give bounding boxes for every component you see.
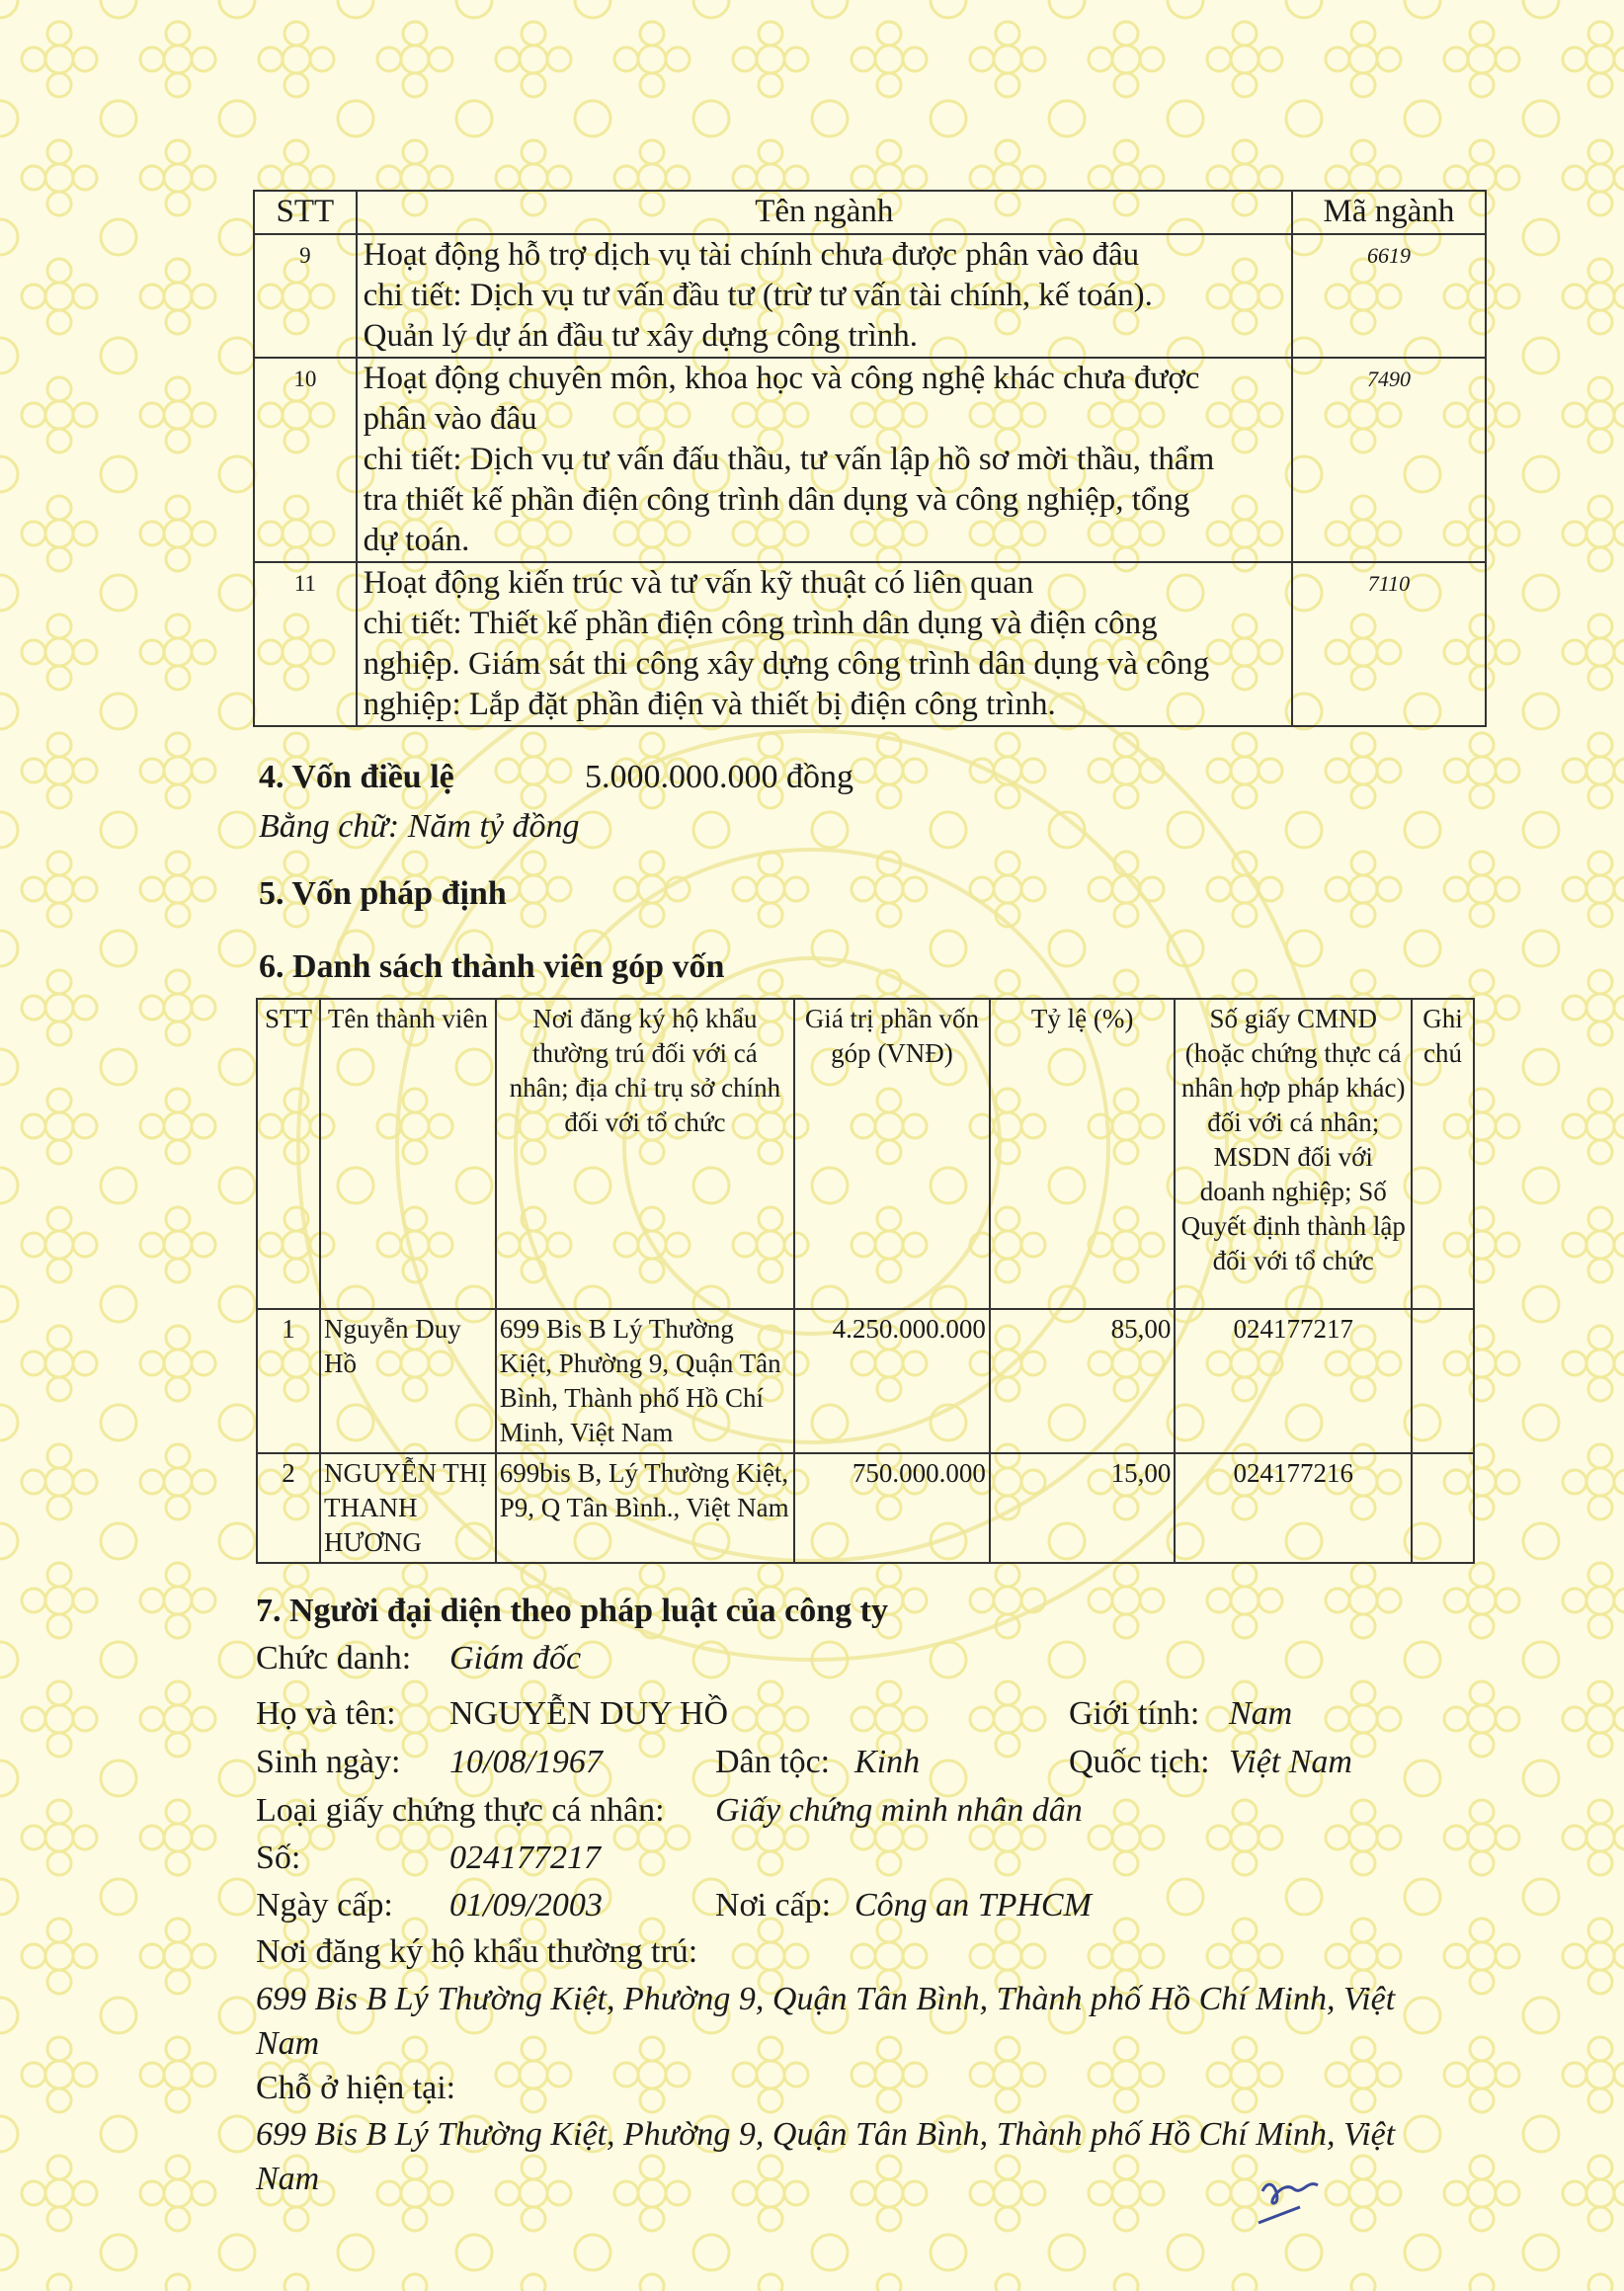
row-stt: 10 <box>254 358 357 562</box>
nationality-value: Việt Nam <box>1229 1744 1352 1780</box>
member-name: Nguyễn Duy Hồ <box>320 1309 496 1453</box>
table-row <box>257 1453 1474 1563</box>
row-stt: 9 <box>254 234 357 358</box>
issue-place-value: Công an TPHCM <box>854 1887 1092 1923</box>
industry-line: Hoạt động kiến trúc và tư vấn kỹ thuật có liên quan <box>363 565 1034 601</box>
row-stt: 11 <box>254 562 357 726</box>
member-capital-value: 750.000.000 <box>794 1453 990 1563</box>
issue-place-label: Nơi cấp: <box>715 1887 832 1923</box>
industry-line: phân vào đâu <box>363 401 537 437</box>
header-industry-code: Mã ngành <box>1292 191 1486 234</box>
header-stt: STT <box>257 999 320 1309</box>
capital-in-words: Bằng chữ: Năm tỷ đồng <box>259 808 580 845</box>
header-note: Ghi chú <box>1412 999 1474 1309</box>
name-value: NGUYỄN DUY HỒ <box>449 1695 729 1732</box>
industry-line: nghiệp: Lắp đặt phần điện và thiết bị điện công trình. <box>363 687 1056 722</box>
current-address-line: Nam <box>256 2161 320 2197</box>
header-member-name: Tên thành viên <box>320 999 496 1309</box>
industry-line: nghiệp. Giám sát thi công xây dựng công trình dân dụng và công <box>363 646 1210 682</box>
member-capital-value: 4.250.000.000 <box>794 1309 990 1453</box>
industry-line: Quản lý dự án đầu tư xây dựng công trình. <box>363 318 919 354</box>
industry-code: 7490 <box>1292 358 1486 562</box>
member-address: 699 Bis B Lý Thường Kiệt, Phường 9, Quận Tân Bình, Thành phố Hồ Chí Minh, Việt Nam <box>496 1309 794 1453</box>
table-row <box>257 1309 1474 1453</box>
dob-value: 10/08/1967 <box>449 1744 603 1780</box>
capital-heading: 4. Vốn điều lệ <box>259 759 454 795</box>
member-ratio: 15,00 <box>990 1453 1176 1563</box>
title-value: Giám đốc <box>449 1640 582 1677</box>
current-address-label: Chỗ ở hiện tại: <box>256 2070 456 2106</box>
member-note <box>1412 1309 1474 1453</box>
permanent-address-label: Nơi đăng ký hộ khẩu thường trú: <box>256 1933 698 1970</box>
industry-line: chi tiết: Dịch vụ tư vấn đấu thầu, tư vấn lập hồ sơ mời thầu, thẩm <box>363 442 1215 477</box>
capital-amount: 5.000.000.000 đồng <box>585 759 853 795</box>
industry-line: Hoạt động chuyên môn, khoa học và công nghệ khác chưa được <box>363 361 1200 396</box>
idno-value: 024177217 <box>449 1840 601 1876</box>
dob-label: Sinh ngày: <box>256 1744 401 1780</box>
industry-line: Hoạt động hỗ trợ dịch vụ tài chính chưa được phân vào đâu <box>363 237 1140 273</box>
permanent-address-line: Nam <box>256 2025 320 2062</box>
industry-line: dự toán. <box>363 523 470 558</box>
member-address: 699bis B, Lý Thường Kiệt, P9, Q Tân Bình., Việt Nam <box>496 1453 794 1563</box>
member-stt: 2 <box>257 1453 320 1563</box>
members-table-header <box>257 999 1474 1309</box>
idtype-value: Giấy chứng minh nhân dân <box>715 1792 1083 1829</box>
member-id-number: 024177217 <box>1175 1309 1412 1453</box>
header-ratio: Tỷ lệ (%) <box>990 999 1176 1309</box>
legal-capital-heading: 5. Vốn pháp định <box>259 875 507 912</box>
industry-name-cell <box>357 562 1292 726</box>
member-note <box>1412 1453 1474 1563</box>
ethnic-value: Kinh <box>854 1744 921 1780</box>
member-ratio: 85,00 <box>990 1309 1176 1453</box>
representative-heading: 7. Người đại diện theo pháp luật của công ty <box>256 1593 888 1629</box>
table-row <box>254 358 1486 562</box>
title-label: Chức danh: <box>256 1640 412 1677</box>
industry-code: 6619 <box>1292 234 1486 358</box>
members-table <box>256 998 1475 1564</box>
issue-date-value: 01/09/2003 <box>449 1887 603 1923</box>
gender-value: Nam <box>1229 1695 1293 1732</box>
idtype-label: Loại giấy chứng thực cá nhân: <box>256 1792 665 1829</box>
industry-name-cell <box>357 234 1292 358</box>
header-address: Nơi đăng ký hộ khẩu thường trú đối với cá nhân; địa chỉ trụ sở chính đối với tổ chức <box>496 999 794 1309</box>
table-row <box>254 562 1486 726</box>
initials-signature <box>1253 2162 1332 2231</box>
header-capital-value: Giá trị phần vốn góp (VNĐ) <box>794 999 990 1309</box>
header-id-number: Số giấy CMND (hoặc chứng thực cá nhân hợp pháp khác) đối với cá nhân; MSDN đối với doanh nghiệp; Số Quyết định thành lập đối với tổ chức <box>1175 999 1412 1309</box>
industry-name-cell <box>357 358 1292 562</box>
industry-line: chi tiết: Thiết kế phần điện công trình dân dụng và điện công <box>363 606 1158 641</box>
idno-label: Số: <box>256 1840 301 1876</box>
member-id-number: 024177216 <box>1175 1453 1412 1563</box>
ethnic-label: Dân tộc: <box>715 1744 831 1780</box>
industry-line: chi tiết: Dịch vụ tư vấn đầu tư (trừ tư vấn tài chính, kế toán). <box>363 278 1153 313</box>
industry-table <box>253 190 1487 727</box>
member-name: NGUYỄN THỊ THANH HƯƠNG <box>320 1453 496 1563</box>
name-label: Họ và tên: <box>256 1695 396 1732</box>
permanent-address-line: 699 Bis B Lý Thường Kiệt, Phường 9, Quận Tân Bình, Thành phố Hồ Chí Minh, Việt <box>256 1981 1396 2017</box>
nationality-label: Quốc tịch: <box>1069 1744 1210 1780</box>
header-industry-name: Tên ngành <box>357 191 1292 234</box>
issue-date-label: Ngày cấp: <box>256 1887 393 1923</box>
industry-table-header <box>254 191 1486 234</box>
gender-label: Giới tính: <box>1069 1695 1200 1732</box>
industry-code: 7110 <box>1292 562 1486 726</box>
current-address-line: 699 Bis B Lý Thường Kiệt, Phường 9, Quận Tân Bình, Thành phố Hồ Chí Minh, Việt <box>256 2116 1396 2153</box>
member-stt: 1 <box>257 1309 320 1453</box>
header-stt: STT <box>254 191 357 234</box>
members-heading: 6. Danh sách thành viên góp vốn <box>259 948 725 985</box>
industry-line: tra thiết kế phần điện công trình dân dụng và công nghiệp, tổng <box>363 482 1190 518</box>
table-row <box>254 234 1486 358</box>
